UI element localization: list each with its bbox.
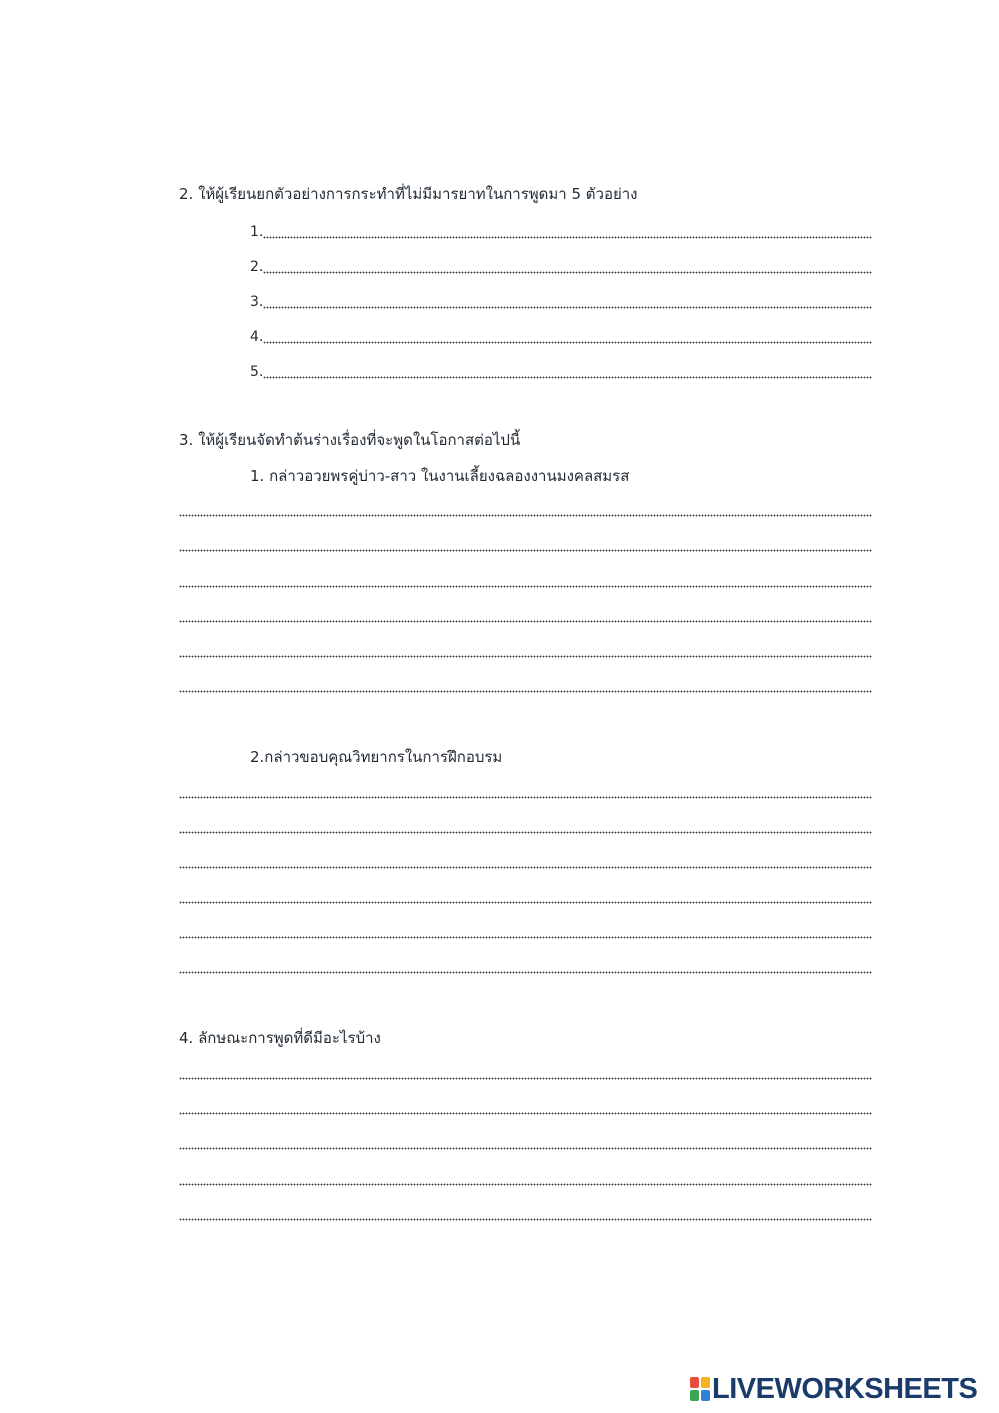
logo-square <box>701 1390 710 1401</box>
answer-line[interactable] <box>179 935 872 939</box>
answer-line[interactable] <box>179 654 872 658</box>
dotted-line <box>263 270 872 274</box>
answer-line-3[interactable] <box>250 292 872 312</box>
answer-line[interactable] <box>179 830 872 834</box>
answer-number: 3. <box>250 294 264 310</box>
liveworksheets-logo <box>690 1373 977 1405</box>
answer-line[interactable] <box>179 1182 872 1186</box>
question-3-heading: 3. ให้ผู้เรียนจัดทำต้นร่างเรื่องที่จะพูดในโอกาสต่อไปนี้ <box>179 431 521 449</box>
answer-number: 5. <box>250 364 264 380</box>
answer-number: 2. <box>250 259 264 275</box>
answer-line[interactable] <box>179 689 872 693</box>
answer-line[interactable] <box>179 970 872 974</box>
answer-line[interactable] <box>179 584 872 588</box>
question-3-sub-1: 1. กล่าวอวยพรคู่บ่าว-สาว ในงานเลี้ยงฉลองงานมงคลสมรส <box>250 467 630 485</box>
answer-number: 4. <box>250 329 264 345</box>
logo-text: LIVEWORKSHEETS <box>712 1372 978 1405</box>
answer-line[interactable] <box>179 900 872 904</box>
question-2-heading: 2. ให้ผู้เรียนยกตัวอย่างการกระทำที่ไม่มีมารยาทในการพูดมา 5 ตัวอย่าง <box>179 185 638 203</box>
answer-line[interactable] <box>179 1076 872 1080</box>
dotted-line <box>263 235 872 239</box>
logo-square <box>690 1390 699 1401</box>
answer-number: 1. <box>250 224 264 240</box>
question-4-heading: 4. ลักษณะการพูดที่ดีมีอะไรบ้าง <box>179 1029 381 1047</box>
answer-line[interactable] <box>179 619 872 623</box>
logo-icon <box>690 1377 710 1401</box>
dotted-line <box>263 375 872 379</box>
answer-line-2[interactable] <box>250 257 872 277</box>
answer-line-5[interactable] <box>250 362 872 382</box>
logo-square <box>701 1377 710 1388</box>
logo-square <box>690 1377 699 1388</box>
answer-line-1[interactable] <box>250 222 872 242</box>
answer-line-4[interactable] <box>250 327 872 347</box>
dotted-line <box>263 305 872 309</box>
answer-line[interactable] <box>179 548 872 552</box>
answer-line[interactable] <box>179 513 872 517</box>
answer-line[interactable] <box>179 1146 872 1150</box>
question-3-sub-2: 2.กล่าวขอบคุณวิทยากรในการฝึกอบรม <box>250 748 503 766</box>
answer-line[interactable] <box>179 865 872 869</box>
answer-line[interactable] <box>179 1111 872 1115</box>
dotted-line <box>263 340 872 344</box>
answer-line[interactable] <box>179 1217 872 1221</box>
answer-line[interactable] <box>179 795 872 799</box>
